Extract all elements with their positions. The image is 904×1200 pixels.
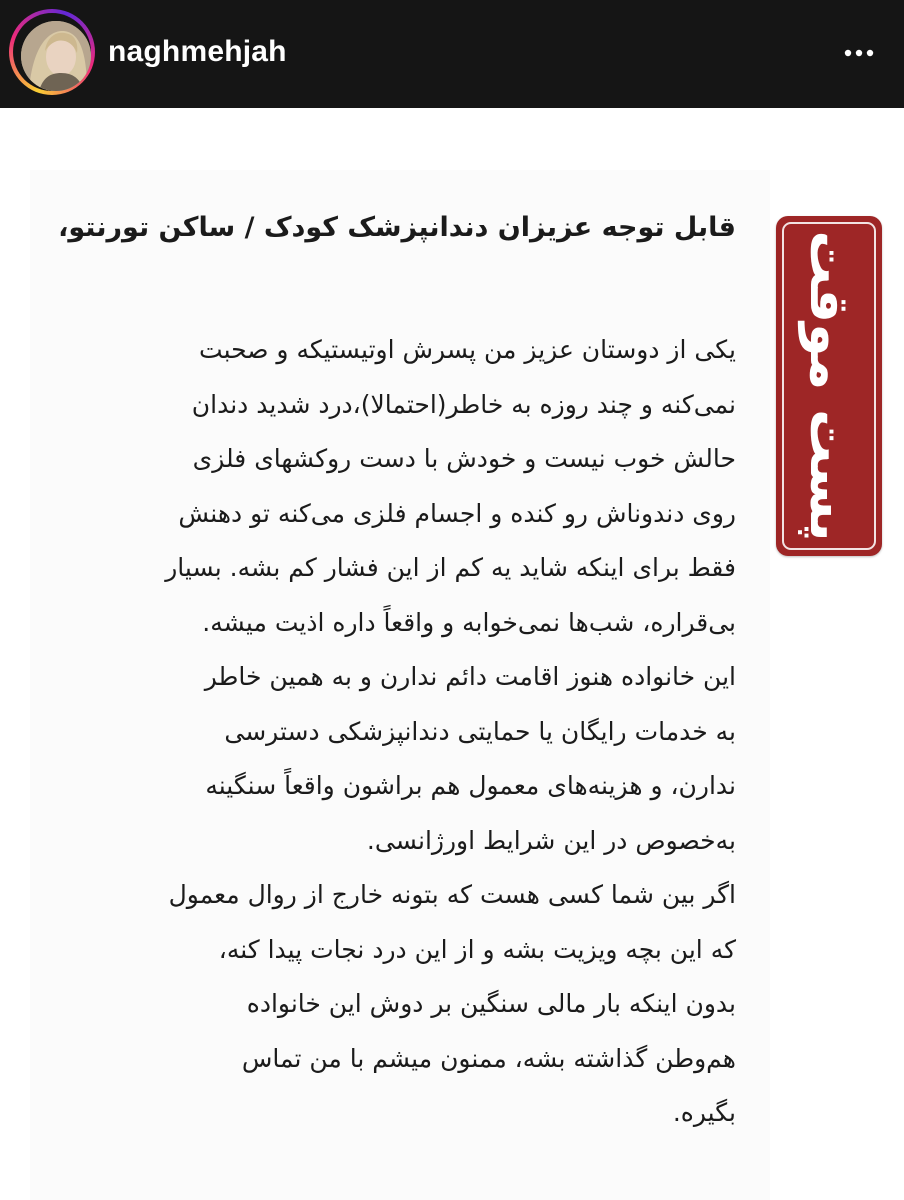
body-line: اگر بین شما کسی هست که بتونه خارج از روال معمول bbox=[168, 880, 736, 909]
body-line: ندارن، و هزینه‌های معمول هم براشون واقعاً سنگینه bbox=[205, 771, 736, 800]
body-line: فقط برای اینکه شاید یه کم از این فشار کم بشه. بسیار bbox=[165, 553, 736, 582]
temporary-post-stamp bbox=[776, 216, 882, 556]
body-line: که این بچه ویزیت بشه و از این درد نجات پیدا کنه، bbox=[218, 934, 736, 964]
post-header bbox=[0, 0, 904, 108]
body-line: نمی‌کنه و چند روزه به خاطر(احتمالا)،درد شدید دندان bbox=[191, 389, 736, 419]
body-line: بدون اینکه بار مالی سنگین بر دوش این خانواده bbox=[246, 989, 736, 1018]
post-body bbox=[56, 323, 736, 1141]
body-line: حالش خوب نیست و خودش با دست روکشهای فلزی bbox=[192, 444, 736, 473]
story-ring[interactable] bbox=[9, 9, 95, 95]
body-line: به‌خصوص در این شرایط اورژانسی. bbox=[366, 825, 736, 855]
body-line: بی‌قراره، شب‌ها نمی‌خوابه و واقعاً داره اذیت میشه. bbox=[202, 607, 736, 637]
body-line: روی دندوناش رو کنده و اجسام فلزی می‌کنه تو دهنش bbox=[178, 498, 736, 528]
post-title: قابل توجه عزیزان دندانپزشک کودک / ساکن تورنتو، bbox=[58, 212, 736, 243]
profile-photo-icon bbox=[21, 21, 91, 91]
body-line: بگیره. bbox=[672, 1098, 736, 1127]
body-line: هم‌وطن گذاشته بشه، ممنون میشم با من تماس bbox=[241, 1043, 736, 1073]
body-line: این خانواده هنوز اقامت دائم ندارن و به همین خاطر bbox=[204, 662, 736, 691]
body-line: به خدمات رایگان یا حمایتی دندانپزشکی دسترسی bbox=[224, 716, 736, 746]
ellipsis-icon[interactable] bbox=[844, 40, 874, 66]
stamp-label: پست موقت bbox=[798, 230, 861, 542]
body-line: یکی از دوستان عزیز من پسرش اوتیستیکه و صحبت bbox=[199, 335, 736, 364]
post-image bbox=[0, 108, 904, 1200]
avatar[interactable] bbox=[21, 21, 91, 91]
username[interactable]: naghmehjah bbox=[108, 35, 287, 68]
